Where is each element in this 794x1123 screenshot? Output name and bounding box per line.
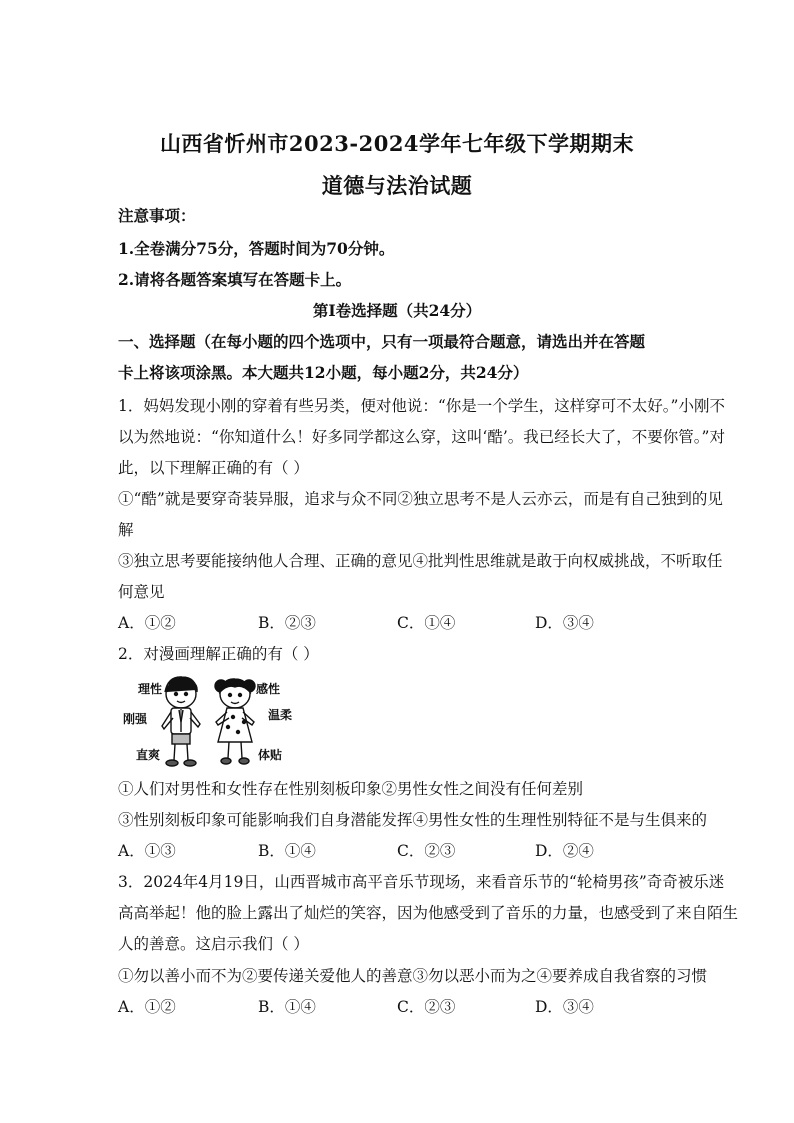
cartoon-label-caring: 体贴 <box>258 748 283 762</box>
q1-stem-line-1: 1．妈妈发现小刚的穿着有些另类，便对他说：“你是一个学生，这样穿可不太好。”小刚不 <box>118 397 725 415</box>
q2-statement-1: ①人们对男性和女性存在性别刻板印象②男性女性之间没有任何差别 <box>118 780 584 798</box>
q3-statement-1: ①勿以善小而不为②要传递关爱他人的善意③勿以恶小而为之④要养成自我省察的习惯 <box>118 967 708 985</box>
part-heading-line-1: 一、选择题（在每小题的四个选项中，只有一项最符合题意，请选出并在答题 <box>118 332 646 351</box>
note-item-2: 2.请将各题答案填写在答题卡上。 <box>118 270 352 289</box>
q3-stem-line-2: 高高举起！他的脸上露出了灿烂的笑容，因为他感受到了音乐的力量，也感受到了来自陌生 <box>118 904 739 922</box>
cartoon-figures <box>118 672 303 772</box>
q1-stem-line-3: 此，以下理解正确的有（ ） <box>118 459 309 477</box>
note-item-1: 1.全卷满分75分，答题时间为70分钟。 <box>118 239 395 258</box>
cartoon-label-direct: 直爽 <box>136 748 161 762</box>
q3-option-b[interactable]: B．①④ <box>258 998 316 1016</box>
q2-option-c[interactable]: C．②③ <box>397 842 456 860</box>
q3-option-d[interactable]: D．③④ <box>535 998 594 1016</box>
q3-option-c[interactable]: C．②③ <box>397 998 456 1016</box>
q2-option-b[interactable]: B．①④ <box>258 842 316 860</box>
cartoon-label-gentle: 温柔 <box>268 708 293 722</box>
q1-statement-2-cont: 何意见 <box>118 583 165 601</box>
section-title: 第Ⅰ卷选择题（共24分） <box>312 301 482 320</box>
q1-statement-2: ③独立思考要能接纳他人合理、正确的意见④批判性思维就是敢于向权威挑战，不听取任 <box>118 552 723 570</box>
q2-option-d[interactable]: D．②④ <box>535 842 594 860</box>
q1-option-b[interactable]: B．②③ <box>258 614 316 632</box>
q1-statement-1: ①“酷”就是要穿奇装异服，追求与众不同②独立思考不是人云亦云，而是有自己独到的见 <box>118 490 723 508</box>
exam-subtitle: 道德与法治试题 <box>321 173 473 198</box>
q1-stem-line-2: 以为然地说：“你知道什么！好多同学都这么穿，这叫‘酷’。我已经长大了，不要你管。”对 <box>118 428 725 446</box>
q1-option-c[interactable]: C．①④ <box>397 614 456 632</box>
part-heading-line-2: 卡上将该项涂黑。本大题共12小题，每小题2分，共24分） <box>118 363 529 382</box>
q2-option-a[interactable]: A．①③ <box>118 842 176 860</box>
gender-cartoon <box>118 672 303 772</box>
boy-figure <box>162 677 200 766</box>
q3-stem-line-3: 人的善意。这启示我们（ ） <box>118 935 309 953</box>
girl-figure <box>215 679 255 764</box>
notes-heading: 注意事项： <box>118 206 196 225</box>
q2-statement-2: ③性别刻板印象可能影响我们自身潜能发挥④男性女性的生理性别特征不是与生俱来的 <box>118 811 708 829</box>
q2-stem: 2．对漫画理解正确的有（ ） <box>118 645 319 663</box>
cartoon-label-strong: 刚强 <box>123 712 148 726</box>
cartoon-label-emotional: 感性 <box>256 682 281 696</box>
exam-title: 山西省忻州市2023-2024学年七年级下学期期末 <box>159 131 635 156</box>
q3-option-a[interactable]: A．①② <box>118 998 176 1016</box>
cartoon-label-rational: 理性 <box>138 682 163 696</box>
q1-statement-1-cont: 解 <box>118 521 134 539</box>
q1-option-a[interactable]: A．①② <box>118 614 176 632</box>
q3-stem-line-1: 3．2024年4月19日，山西晋城市高平音乐节现场，来看音乐节的“轮椅男孩”奇奇被乐迷 <box>118 873 725 891</box>
q1-option-d[interactable]: D．③④ <box>535 614 594 632</box>
